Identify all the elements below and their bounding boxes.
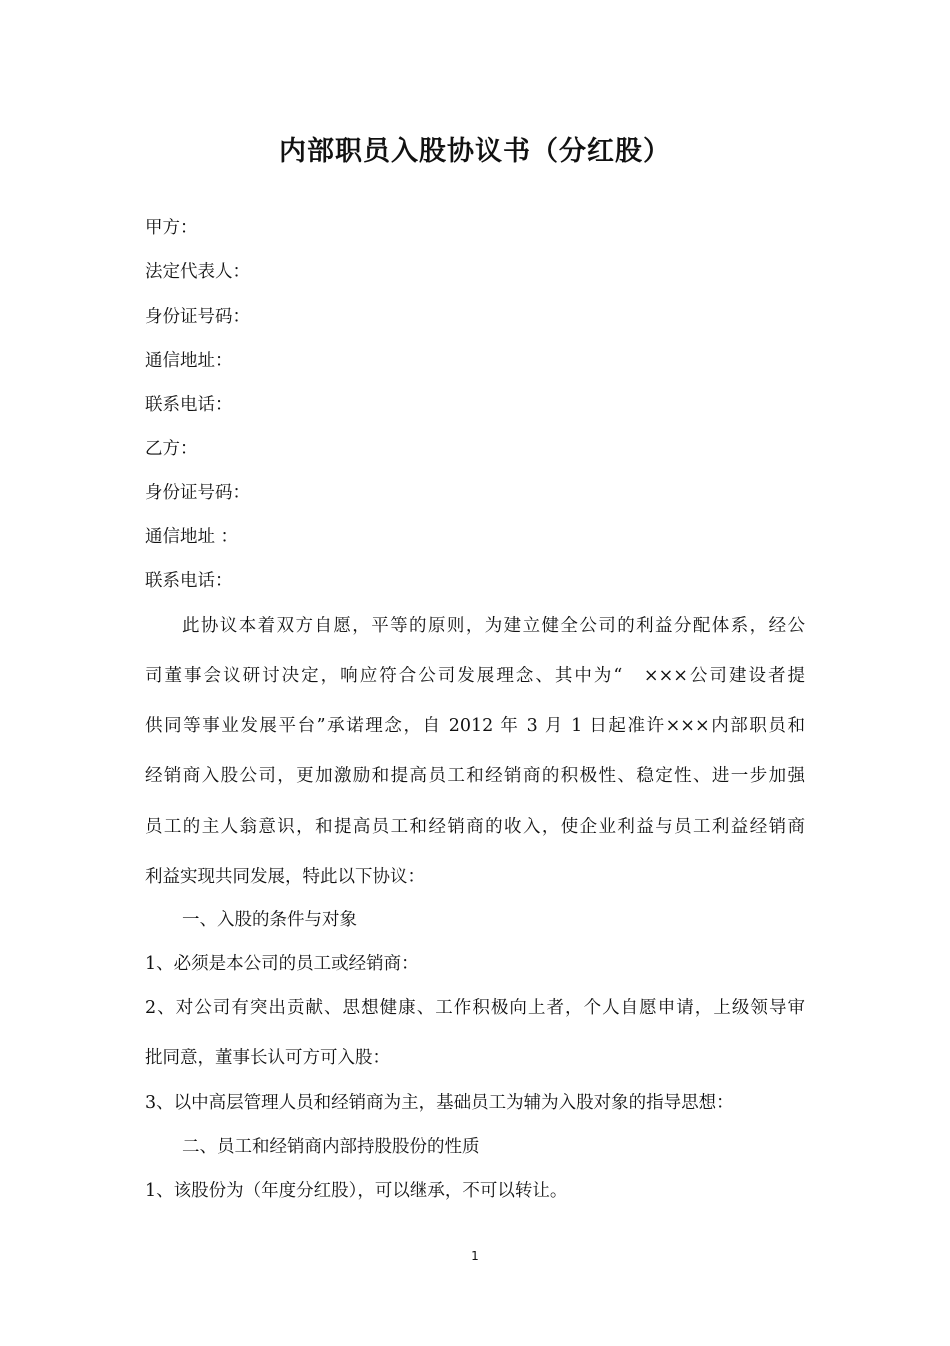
intro-line-1: 此协议本着双方自愿，平等的原则，为建立健全公司的利益分配体系，经公: [182, 616, 805, 636]
intro-line-4: 经销商入股公司，更加激励和提高员工和经销商的积极性、稳定性、进一步加强: [145, 766, 805, 786]
intro-line-6: 利益实现共同发展，特此以下协议：: [145, 867, 425, 887]
intro-line-5: 员工的主人翁意识，和提高员工和经销商的收入，使企业利益与员工利益经销商: [145, 817, 805, 837]
section-1-item-3: 3、以中高层管理人员和经销商为主，基础员工为辅为入股对象的指导思想：: [145, 1093, 734, 1113]
party-a-label: 甲方：: [145, 218, 198, 238]
document-title: 内部职员入股协议书（分红股）: [279, 136, 671, 167]
section-1-item-1: 1、必须是本公司的员工或经销商：: [145, 954, 419, 974]
section-1-item-2-line-2: 批同意，董事长认可方可入股：: [145, 1048, 390, 1068]
section-1-item-2-line-1: 2、对公司有突出贡献、思想健康、工作积极向上者，个人自愿申请，上级领导审: [145, 998, 805, 1018]
party-a-legal-rep: 法定代表人：: [145, 262, 250, 282]
intro-line-2: 司董事会议研讨决定，响应符合公司发展理念、其中为“ ×××公司建设者提: [145, 666, 805, 686]
party-b-label: 乙方：: [145, 439, 198, 459]
party-a-phone: 联系电话：: [145, 395, 233, 415]
party-b-id-number: 身份证号码：: [145, 483, 250, 503]
party-a-address: 通信地址：: [145, 351, 233, 371]
party-b-address: 通信地址 ：: [145, 527, 239, 547]
section-1-heading: 一、入股的条件与对象: [182, 910, 357, 930]
intro-line-3: 供同等事业发展平台”承诺理念，自 2012 年 3 月 1 日起准许×××内部职员和: [145, 716, 805, 736]
section-2-item-1: 1、该股份为（年度分红股），可以继承，不可以转让。: [145, 1181, 568, 1201]
party-b-phone: 联系电话：: [145, 571, 233, 591]
section-2-heading: 二、员工和经销商内部持股股份的性质: [182, 1137, 480, 1157]
page-number: 1: [471, 1249, 479, 1263]
party-a-id-number: 身份证号码：: [145, 307, 250, 327]
